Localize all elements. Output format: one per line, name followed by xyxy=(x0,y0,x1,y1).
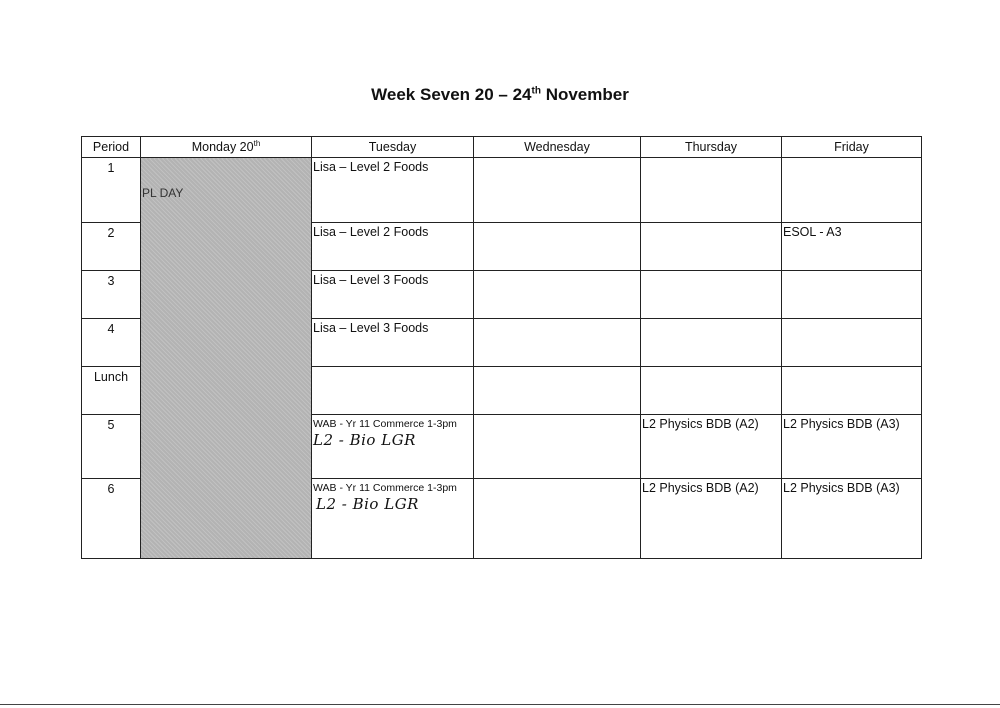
thursday-cell xyxy=(641,319,782,367)
period-cell: 3 xyxy=(82,271,141,319)
timetable xyxy=(81,136,922,559)
tuesday-handwritten-entry: L2 - Bio LGR xyxy=(313,431,416,449)
page-title xyxy=(0,85,1000,105)
pl-day-label: PL DAY xyxy=(142,186,184,200)
header-thursday: Thursday xyxy=(641,137,782,158)
header-tuesday: Tuesday xyxy=(312,137,474,158)
wednesday-cell xyxy=(474,415,641,479)
period-cell: 6 xyxy=(82,479,141,559)
thursday-cell xyxy=(641,271,782,319)
title-superscript: th xyxy=(531,85,541,97)
scan-edge-line xyxy=(0,704,1000,705)
tuesday-cell: Lisa – Level 2 Foods xyxy=(312,223,474,271)
table-row xyxy=(82,158,922,223)
thursday-cell xyxy=(641,158,782,223)
friday-cell xyxy=(782,271,922,319)
friday-cell: L2 Physics BDB (A3) xyxy=(782,479,922,559)
period-cell: 5 xyxy=(82,415,141,479)
period-cell: Lunch xyxy=(82,367,141,415)
header-wednesday: Wednesday xyxy=(474,137,641,158)
title-suffix: November xyxy=(540,85,629,104)
thursday-cell xyxy=(641,367,782,415)
header-monday-label: Monday 20 xyxy=(191,140,254,155)
friday-cell: ESOL - A3 xyxy=(782,223,922,271)
friday-cell xyxy=(782,158,922,223)
tuesday-typed-entry: WAB - Yr 11 Commerce 1-3pm xyxy=(313,418,457,430)
thursday-cell: L2 Physics BDB (A2) xyxy=(641,415,782,479)
friday-cell: L2 Physics BDB (A3) xyxy=(782,415,922,479)
tuesday-cell xyxy=(312,415,474,479)
wednesday-cell xyxy=(474,223,641,271)
tuesday-cell: Lisa – Level 3 Foods xyxy=(312,271,474,319)
tuesday-cell xyxy=(312,479,474,559)
thursday-cell xyxy=(641,223,782,271)
period-cell: 4 xyxy=(82,319,141,367)
wednesday-cell xyxy=(474,479,641,559)
header-friday: Friday xyxy=(782,137,922,158)
header-row xyxy=(82,137,922,158)
period-cell: 2 xyxy=(82,223,141,271)
wednesday-cell xyxy=(474,367,641,415)
monday-shaded-cell xyxy=(141,158,312,559)
tuesday-cell xyxy=(312,367,474,415)
wednesday-cell xyxy=(474,158,641,223)
period-cell: 1 xyxy=(82,158,141,223)
header-period: Period xyxy=(82,137,141,158)
thursday-cell: L2 Physics BDB (A2) xyxy=(641,479,782,559)
tuesday-cell: Lisa – Level 2 Foods xyxy=(312,158,474,223)
tuesday-cell: Lisa – Level 3 Foods xyxy=(312,319,474,367)
tuesday-handwritten-entry: L2 - Bio LGR xyxy=(316,495,419,513)
header-monday xyxy=(141,137,312,158)
header-monday-superscript: th xyxy=(253,139,261,149)
tuesday-typed-entry: WAB - Yr 11 Commerce 1-3pm xyxy=(313,482,457,494)
wednesday-cell xyxy=(474,319,641,367)
title-text: Week Seven 20 – 24 xyxy=(371,85,532,104)
friday-cell xyxy=(782,319,922,367)
friday-cell xyxy=(782,367,922,415)
wednesday-cell xyxy=(474,271,641,319)
